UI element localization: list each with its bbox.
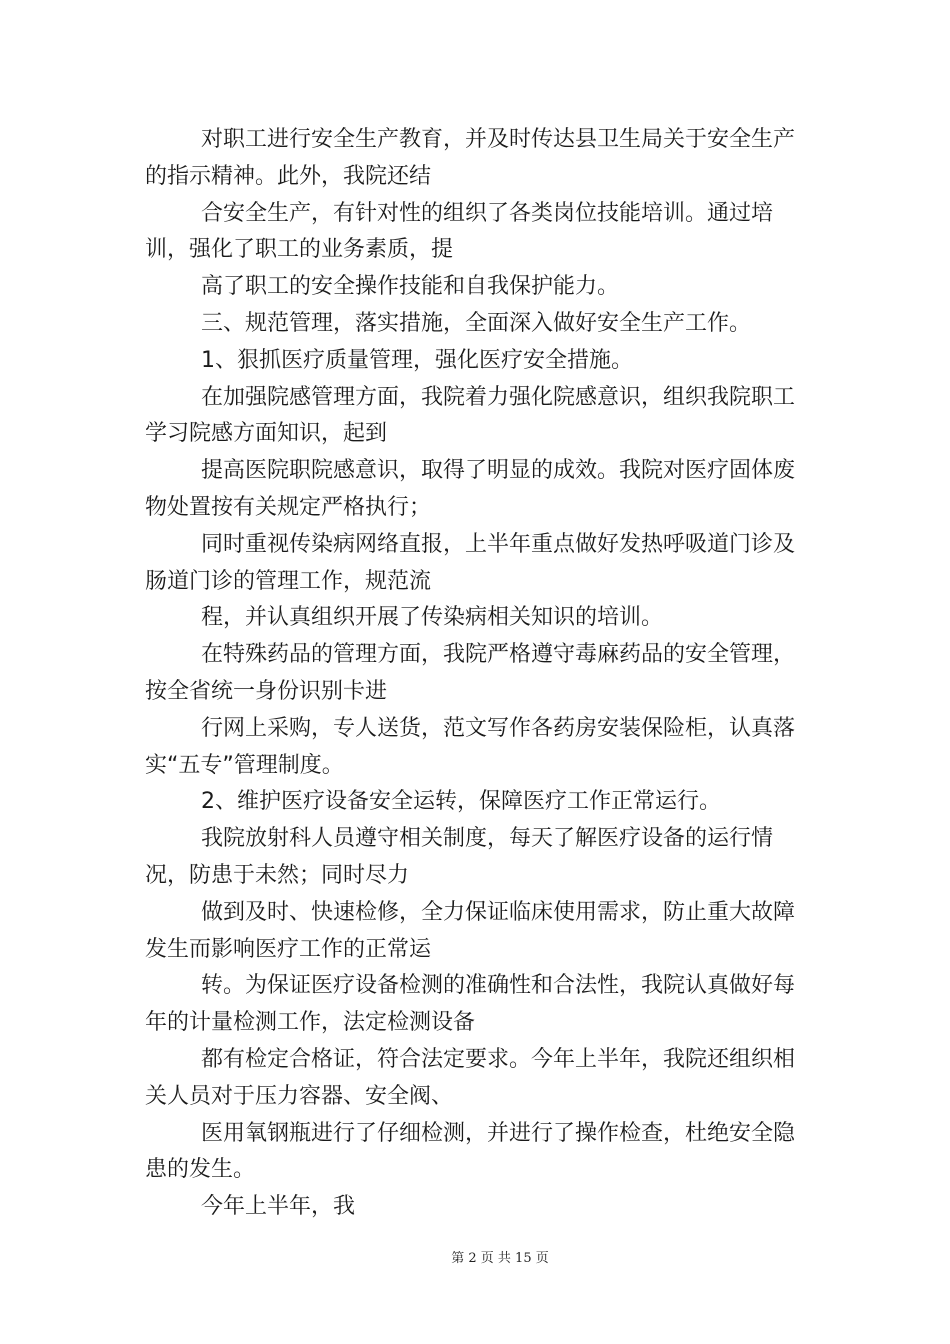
paragraph-1: 对职工进行安全生产教育，并及时传达县卫生局关于安全生产的指示精神。此外，我院还结 (145, 127, 796, 189)
page-number-footer: 第 2 页 共 15 页 (451, 1251, 549, 1266)
paragraph-12: 2、维护医疗设备安全运转，保障医疗工作正常运行。 (201, 789, 721, 815)
paragraph-3: 高了职工的安全操作技能和自我保护能力。 (201, 274, 620, 300)
paragraph-5: 1、狠抓医疗质量管理，强化医疗安全措施。 (201, 347, 633, 373)
paragraph-13: 我院放射科人员遵守相关制度，每天了解医疗设备的运行情况，防患于未然；同时尽力 (145, 826, 774, 888)
paragraph-8: 同时重视传染病网络直报，上半年重点做好发热呼吸道门诊及肠道门诊的管理工作，规范流 (145, 531, 796, 594)
paragraph-9: 程，并认真组织开展了传染病相关知识的培训。 (201, 605, 664, 631)
paragraph-17: 医用氧钢瓶进行了仔细检测，并进行了操作检查，杜绝安全隐患的发生。 (145, 1120, 796, 1183)
paragraph-7: 提高医院职院感意识，取得了明显的成效。我院对医疗固体废物处置按有关规定严格执行； (145, 458, 796, 520)
paragraph-15: 转。为保证医疗设备检测的准确性和合法性，我院认真做好每年的计量检测工作，法定检测设备 (145, 973, 796, 1036)
paragraph-10: 在特殊药品的管理方面，我院严格遵守毒麻药品的安全管理，按全省统一身份识别卡进 (145, 642, 796, 704)
document-body (145, 122, 810, 1226)
paragraph-14: 做到及时、快速检修，全力保证临床使用需求，防止重大故障发生而影响医疗工作的正常运 (145, 899, 796, 962)
paragraph-6: 在加强院感管理方面，我院着力强化院感意识，组织我院职工学习院感方面知识，起到 (145, 384, 796, 447)
paragraph-11: 行网上采购，专人送货，范文写作各药房安装保险柜，认真落实“五专”管理制度。 (145, 715, 796, 778)
paragraph-4: 三、规范管理，落实措施，全面深入做好安全生产工作。 (201, 310, 752, 336)
paragraph-18: 今年上半年，我 (201, 1194, 356, 1220)
paragraph-16: 都有检定合格证，符合法定要求。今年上半年，我院还组织相关人员对于压力容器、安全阀、 (145, 1046, 796, 1109)
paragraph-2: 合安全生产，有针对性的组织了各类岗位技能培训。通过培训，强化了职工的业务素质，提 (145, 200, 774, 263)
